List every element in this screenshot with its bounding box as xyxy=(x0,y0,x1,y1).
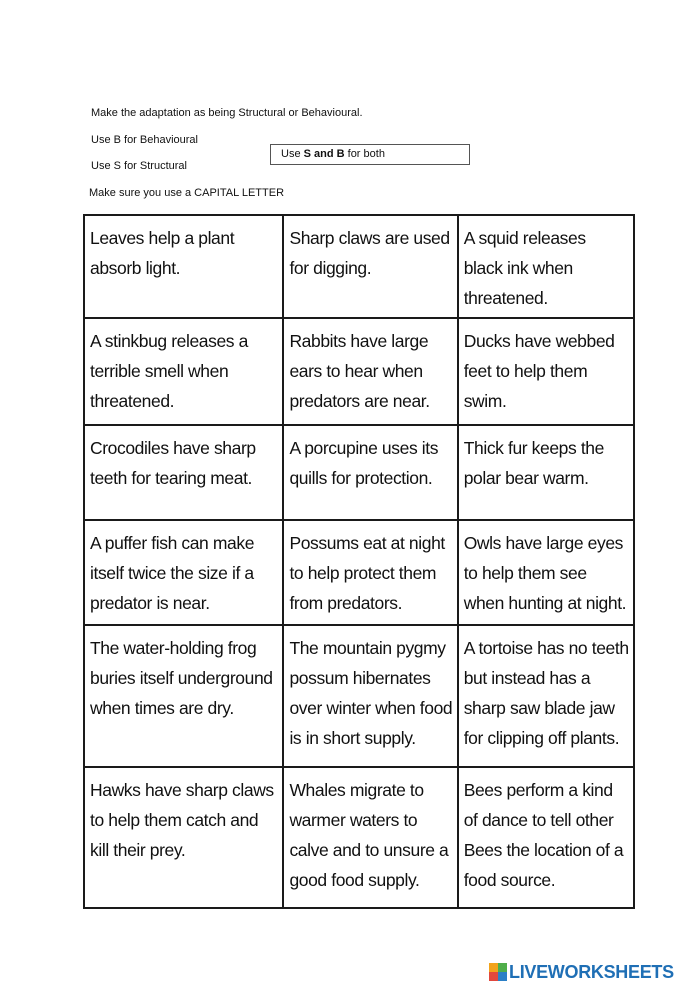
card-row xyxy=(84,625,634,767)
card-row xyxy=(84,215,634,318)
adaptation-card-grid xyxy=(83,214,635,909)
card-cell[interactable]: Leaves help a plant absorb light. xyxy=(84,215,283,318)
card-cell[interactable]: The mountain pygmy possum hibernates over winter when food is in short supply. xyxy=(283,625,457,767)
card-cell[interactable]: A squid releases black ink when threatened. xyxy=(458,215,634,318)
card-cell[interactable]: A stinkbug releases a terrible smell when threatened. xyxy=(84,318,283,425)
hint-bold: S and B xyxy=(303,148,345,160)
card-cell[interactable]: The water-holding frog buries itself underground when times are dry. xyxy=(84,625,283,767)
hint-box xyxy=(270,144,470,165)
liveworksheets-logo-icon xyxy=(489,963,507,981)
logo-text: LIVEWORKSHEETS xyxy=(509,961,674,982)
card-cell[interactable]: A tortoise has no teeth but instead has a sharp saw blade jaw for clipping off plants. xyxy=(458,625,634,767)
card-cell[interactable]: Thick fur keeps the polar bear warm. xyxy=(458,425,634,520)
instruction-behavioural: Use B for Behavioural xyxy=(91,134,198,146)
card-cell[interactable]: Crocodiles have sharp teeth for tearing meat. xyxy=(84,425,283,520)
card-cell[interactable]: Sharp claws are used for digging. xyxy=(283,215,457,318)
card-cell[interactable]: Possums eat at night to help protect them from predators. xyxy=(283,520,457,625)
card-row xyxy=(84,767,634,908)
card-row xyxy=(84,318,634,425)
card-cell[interactable]: Owls have large eyes to help them see when hunting at night. xyxy=(458,520,634,625)
instruction-structural: Use S for Structural xyxy=(91,160,187,172)
card-cell[interactable]: Whales migrate to warmer waters to calve and to unsure a good food supply. xyxy=(283,767,457,908)
instruction-classify: Make the adaptation as being Structural or Behavioural. xyxy=(91,107,363,119)
instruction-capital-letter: Make sure you use a CAPITAL LETTER xyxy=(89,187,285,199)
card-cell[interactable]: Hawks have sharp claws to help them catch and kill their prey. xyxy=(84,767,283,908)
card-cell[interactable]: A porcupine uses its quills for protection. xyxy=(283,425,457,520)
card-row xyxy=(84,425,634,520)
card-row xyxy=(84,520,634,625)
liveworksheets-logo xyxy=(489,962,674,982)
hint-prefix: Use xyxy=(281,148,304,160)
card-cell[interactable]: Ducks have webbed feet to help them swim. xyxy=(458,318,634,425)
card-cell[interactable]: A puffer fish can make itself twice the size if a predator is near. xyxy=(84,520,283,625)
card-cell[interactable]: Rabbits have large ears to hear when predators are near. xyxy=(283,318,457,425)
card-cell[interactable]: Bees perform a kind of dance to tell other Bees the location of a food source. xyxy=(458,767,634,908)
hint-suffix: for both xyxy=(344,148,385,160)
